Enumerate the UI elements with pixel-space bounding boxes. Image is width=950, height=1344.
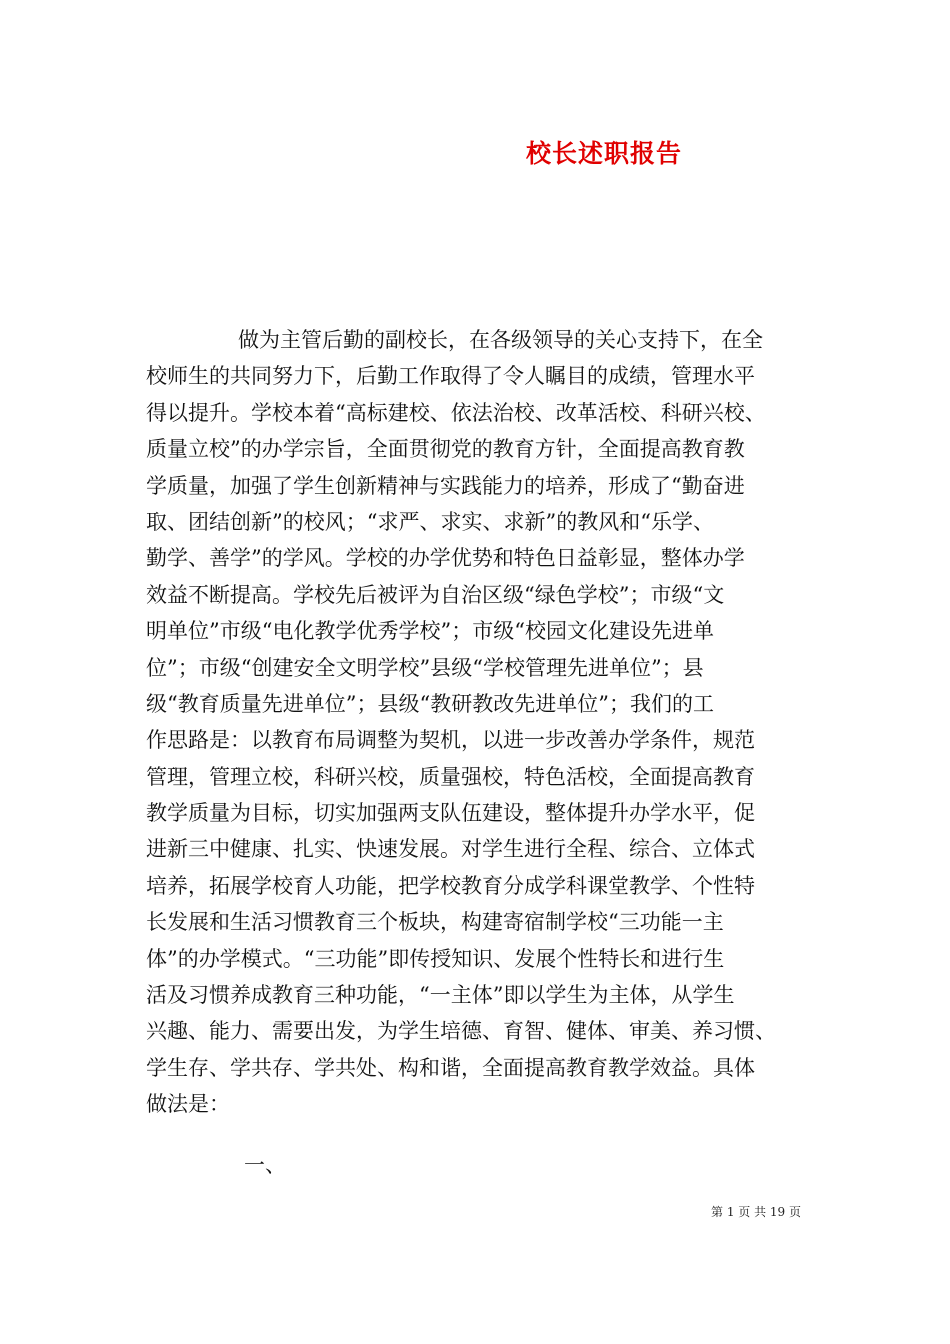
body-line: 管理，管理立校，科研兴校，质量强校，特色活校，全面提高教育 <box>146 764 755 789</box>
body-line: 学生存、学共存、学共处、构和谐，全面提高教育教学效益。具体 <box>146 1055 755 1080</box>
body-line: 兴趣、能力、需要出发，为学生培德、育智、健体、审美、养习惯、 <box>146 1019 776 1044</box>
body-paragraph <box>146 322 811 1123</box>
body-line: 培养，拓展学校育人功能，把学校教育分成学科课堂教学、个性特 <box>146 873 755 898</box>
body-line: 效益不断提高。学校先后被评为自治区级“绿色学校”；市级“文 <box>146 582 725 607</box>
body-line: 做为主管后勤的副校长，在各级领导的关心支持下，在全 <box>238 328 763 352</box>
body-line: 勤学、善学”的学风。学校的办学优势和特色日益彰显，整体办学 <box>146 546 745 571</box>
body-line: 明单位”市级“电化教学优秀学校”；市级“校园文化建设先进单 <box>146 619 714 644</box>
body-line: 教学质量为目标，切实加强两支队伍建设，整体提升办学水平，促 <box>146 801 755 826</box>
body-line: 位”；市级“创建安全文明学校”县级“学校管理先进单位”；县 <box>146 655 704 680</box>
body-line: 体”的办学模式。“三功能”即传授知识、发展个性特长和进行生 <box>146 946 725 971</box>
body-line: 得以提升。学校本着“高标建校、依法治校、改革活校、科研兴校、 <box>146 400 766 425</box>
body-line: 活及习惯养成教育三种功能，“一主体”即以学生为主体，从学生 <box>146 983 735 1008</box>
section-heading: 一、 <box>244 1153 286 1177</box>
body-line: 进新三中健康、扎实、快速发展。对学生进行全程、综合、立体式 <box>146 837 755 862</box>
body-line: 作思路是：以教育布局调整为契机，以进一步改善办学条件，规范 <box>146 728 755 753</box>
body-line: 取、团结创新”的校风；“求严、求实、求新”的教风和“乐学、 <box>146 509 714 534</box>
body-line: 做法是： <box>146 1092 230 1117</box>
body-line: 校师生的共同努力下，后勤工作取得了令人瞩目的成绩，管理水平 <box>146 364 755 389</box>
body-line: 质量立校”的办学宗旨，全面贯彻党的教育方针，全面提高教育教 <box>146 437 745 462</box>
body-line: 级“教育质量先进单位”；县级“教研教改先进单位”；我们的工 <box>146 691 714 716</box>
body-line: 长发展和生活习惯教育三个板块，构建寄宿制学校“三功能一主 <box>146 910 724 935</box>
page-number-footer: 第 1 页 共 19 页 <box>711 1205 801 1219</box>
body-line: 学质量，加强了学生创新精神与实践能力的培养，形成了“勤奋进 <box>146 473 745 498</box>
document-title: 校长述职报告 <box>526 139 683 168</box>
